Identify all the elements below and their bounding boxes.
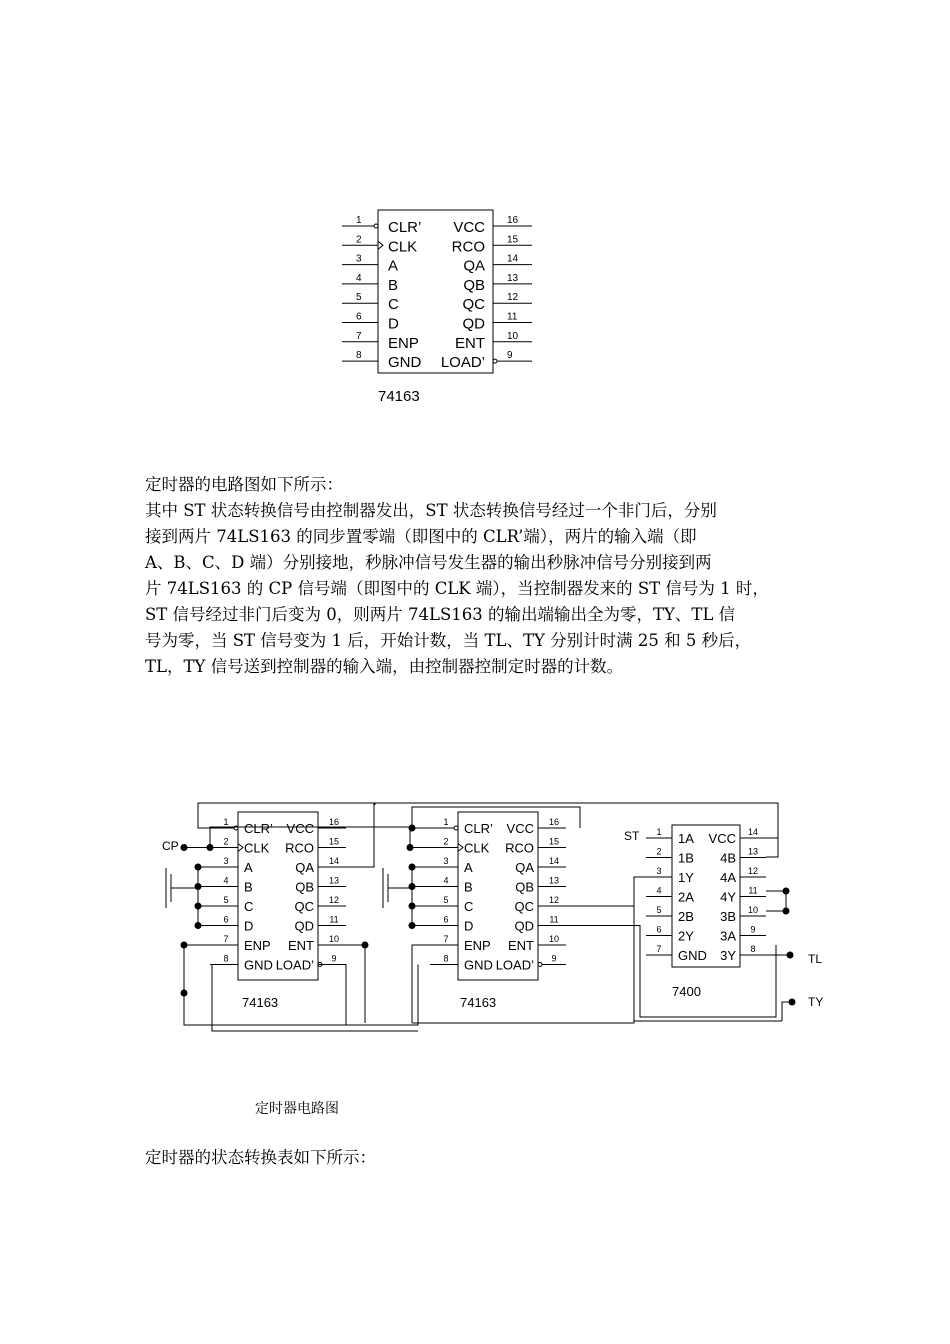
gate-pin-number: 5 (656, 905, 662, 915)
gate-pin-label: GND (678, 948, 707, 963)
counter1-pin-label: QA (295, 860, 314, 875)
chip-pin-label: QC (462, 296, 485, 314)
counter1-pin-label: D (244, 918, 254, 934)
counter1-pin-number: 15 (328, 836, 340, 847)
chip-pinout-diagram (330, 200, 550, 415)
chip-pin-number: 5 (356, 292, 362, 304)
gate-pin-number: 7 (656, 944, 662, 954)
counter2-pin-label: QD (514, 918, 534, 934)
counter2-pin-number: 11 (549, 914, 559, 925)
counter1-pin-label: LOAD’ (275, 957, 314, 973)
gate-pin-label: 4B (720, 850, 736, 866)
gate-pin-number: 3 (656, 866, 662, 876)
counter1-pin-number: 12 (328, 895, 340, 905)
gate-pin-number: 12 (747, 866, 759, 876)
gate-pin-label: 1B (678, 850, 694, 866)
counter2-pin-label: QB (515, 879, 534, 895)
wire (375, 803, 778, 857)
counter2-name: 74163 (460, 995, 497, 1010)
chip-pin-number: 13 (507, 272, 519, 284)
counter1-pin-label: ENP (244, 938, 271, 953)
wire (634, 877, 646, 906)
chip-pin-label: ENT (455, 334, 485, 352)
chip-pin-label: CLR’ (388, 219, 422, 236)
gate-name: 7400 (672, 984, 701, 999)
gate-pin-number: 13 (747, 846, 759, 857)
wire (210, 827, 430, 848)
chip-pin-number: 12 (507, 292, 519, 304)
counter2-pin-label: D (464, 918, 474, 934)
chip-pin-label: QB (463, 276, 485, 294)
counter2-pin-number: 13 (548, 875, 560, 886)
counter2-pin-number: 10 (548, 934, 560, 944)
paragraph-line: TL，TY 信号送到控制器的输入端，由控制器控制定时器的计数。 (145, 657, 624, 676)
counter2-pin-number: 16 (548, 817, 560, 827)
gate-pin-number: 9 (750, 924, 756, 935)
chip-pin-number: 3 (356, 253, 362, 265)
counter2-pin-label: A (464, 860, 473, 875)
paragraph-line: ST 信号经过非门后变为 0，则两片 74LS163 的输出端输出全为零，TY、TL 信 (145, 605, 736, 624)
counter1-pin-number: 11 (329, 914, 339, 925)
gate-pin-label: 3Y (720, 948, 736, 963)
counter2-pin-number: 1 (443, 817, 449, 827)
counter1-pin-number: 8 (223, 953, 229, 964)
paragraph-line: 接到两片 74LS163 的同步置零端（即图中的 CLR’端），两片的输入端（即 (145, 527, 697, 546)
chip-pin-label: QD (462, 315, 485, 333)
counter1-pin-label: CLK (244, 840, 270, 856)
gate-pin-number: 14 (747, 827, 759, 837)
gate-pin-number: 10 (747, 905, 759, 915)
paragraph-line: A、B、C、D 端）分别接地，秒脉冲信号发生器的输出秒脉冲信号分别接到两 (145, 553, 712, 572)
counter1-pin-number: 7 (223, 934, 229, 944)
chip-pin-number: 16 (507, 215, 519, 226)
counter2-pin-number: 12 (548, 895, 560, 905)
chip-pin-label: CLK (388, 238, 418, 256)
counter2-pin-label: CLR’ (464, 821, 493, 836)
counter2-pin-number: 2 (443, 836, 449, 847)
clock-marker (458, 844, 463, 852)
counter2-pin-number: 15 (548, 836, 560, 847)
counter2-pin-label: GND (464, 957, 493, 973)
junction-dot (181, 942, 187, 948)
counter2-pin-label: VCC (506, 821, 534, 836)
chip-pin-label: GND (388, 354, 422, 372)
counter1-body (238, 812, 318, 980)
gate-pin-label: 1Y (678, 870, 694, 885)
counter2-pin-label: CLK (464, 840, 490, 856)
gate-pin-label: 2A (678, 889, 694, 905)
counter1-pin-label: CLR’ (244, 821, 273, 836)
chip-pin-label: C (388, 296, 399, 314)
chip-pin-number: 15 (507, 234, 519, 246)
chip-pin-number: 6 (356, 311, 362, 323)
counter1-pin-label: VCC (286, 821, 314, 836)
chip-pin-label: VCC (453, 219, 485, 236)
chip-pin-number: 11 (507, 311, 518, 323)
gate-pin-label: 3B (720, 909, 736, 924)
chip-pin-label: LOAD’ (440, 354, 485, 372)
gate-pin-label: 3A (720, 928, 736, 944)
gate-pin-label: VCC (708, 831, 736, 846)
chip-pin-number: 1 (356, 215, 362, 226)
chip-pin-number: 9 (507, 350, 513, 362)
counter1-pin-number: 16 (328, 817, 340, 827)
counter1-pin-label: A (244, 860, 253, 875)
chip-pin-label: D (388, 315, 399, 333)
timer-circuit-diagram (150, 795, 840, 1040)
chip-pin-number: 4 (356, 272, 362, 284)
gate-pin-label: 2B (678, 909, 694, 924)
counter1-pin-label: QB (295, 879, 314, 895)
wire (318, 965, 346, 1026)
counter1-pin-number: 1 (223, 817, 229, 827)
counter1-pin-number: 2 (223, 836, 229, 847)
st-signal-label: ST (624, 829, 640, 843)
counter2-pin-label: B (464, 879, 473, 895)
gate-pin-number: 6 (656, 924, 662, 935)
paragraph-line: 号为零，当 ST 信号变为 1 后，开始计数，当 TL、TY 分别计时满 25 和 5 秒后， (145, 631, 752, 650)
tl-signal-label: TL (808, 952, 823, 966)
counter2-pin-label: ENT (508, 938, 534, 953)
counter2-pin-label: ENP (464, 938, 491, 953)
chip-pin-number: 10 (507, 330, 519, 342)
chip-pin-label: QA (463, 257, 485, 275)
counter2-pin-number: 14 (548, 856, 560, 866)
gate-pin-label: 2Y (678, 928, 694, 944)
chip-pin-label: A (388, 257, 399, 275)
paragraph-line: 其中 ST 状态转换信号由控制器发出，ST 状态转换信号经过一个非门后，分别 (145, 501, 717, 520)
counter1-pin-label: B (244, 879, 253, 895)
junction-dot (409, 825, 415, 831)
wire (538, 906, 634, 953)
counter1-pin-label: ENT (288, 938, 314, 953)
counter2-pin-label: QC (514, 899, 534, 914)
state-table-heading: 定时器的状态转换表如下所示： (145, 1148, 376, 1167)
inversion-bubble (454, 826, 458, 830)
counter1-pin-number: 4 (223, 875, 229, 886)
gate-pin-number: 2 (656, 846, 662, 857)
gate-pin-number: 1 (656, 827, 662, 837)
junction-dot (181, 990, 187, 996)
counter1-pin-label: QC (294, 899, 314, 914)
figure-caption: 定时器电路图 (255, 1101, 339, 1117)
chip-pin-label: RCO (451, 238, 485, 256)
counter1-pin-number: 13 (328, 875, 340, 886)
counter2-pin-number: 7 (443, 934, 449, 944)
wire (346, 803, 374, 867)
gate-pin-number: 8 (750, 944, 756, 954)
wire (412, 945, 430, 965)
clock-marker (238, 844, 243, 852)
gate-pin-label: 4A (720, 870, 736, 885)
chip-pin-label: ENP (388, 334, 419, 352)
counter1-pin-number: 3 (223, 856, 229, 866)
gate-pin-label: 4Y (720, 889, 736, 905)
description-paragraph (145, 498, 825, 680)
counter1-pin-label: C (244, 899, 254, 914)
counter1-pin-label: GND (244, 957, 273, 973)
junction-dot (407, 845, 413, 851)
chip-pin-number: 8 (356, 350, 362, 362)
counter2-body (458, 812, 538, 980)
counter1-pin-number: 9 (331, 953, 337, 964)
counter1-pin-label: QD (294, 918, 314, 934)
counter2-pin-number: 8 (443, 953, 449, 964)
counter1-pin-number: 10 (328, 934, 340, 944)
wire (634, 953, 782, 1021)
counter2-pin-label: QA (515, 860, 534, 875)
paragraph-line: 片 74LS163 的 CP 信号端（即图中的 CLK 端），当控制器发来的 ST 信号为 1 时， (145, 579, 769, 598)
clock-marker (378, 241, 383, 249)
counter2-pin-label: RCO (505, 840, 534, 856)
counter2-pin-number: 3 (443, 856, 449, 866)
chip-pin-number: 14 (507, 253, 519, 265)
counter1-pin-number: 14 (328, 856, 340, 866)
ty-signal-label: TY (808, 995, 824, 1009)
junction-dot (181, 845, 187, 851)
chip-name-label: 74163 (378, 388, 420, 405)
gate-pin-label: 1A (678, 831, 694, 846)
circuit-heading: 定时器的电路图如下所示： (145, 475, 343, 494)
inversion-bubble (374, 224, 378, 228)
counter2-pin-label: C (464, 899, 474, 914)
chip-pin-number: 2 (356, 234, 362, 246)
counter1-pin-number: 5 (223, 895, 229, 905)
counter2-pin-number: 9 (551, 953, 557, 964)
counter1-pin-number: 6 (223, 914, 229, 925)
inversion-bubble (493, 359, 497, 363)
counter1-pin-label: RCO (285, 840, 314, 856)
gate-pin-number: 11 (748, 885, 758, 896)
inversion-bubble (538, 963, 542, 967)
counter2-pin-label: LOAD’ (495, 957, 534, 973)
cp-signal-label: CP (162, 839, 179, 853)
gate-pin-number: 4 (656, 885, 662, 896)
counter2-pin-number: 4 (443, 875, 449, 886)
chip-pin-number: 7 (356, 330, 362, 342)
chip-pin-label: B (388, 276, 399, 294)
counter2-pin-number: 6 (443, 914, 449, 925)
counter2-pin-number: 5 (443, 895, 449, 905)
counter1-name: 74163 (242, 995, 279, 1010)
